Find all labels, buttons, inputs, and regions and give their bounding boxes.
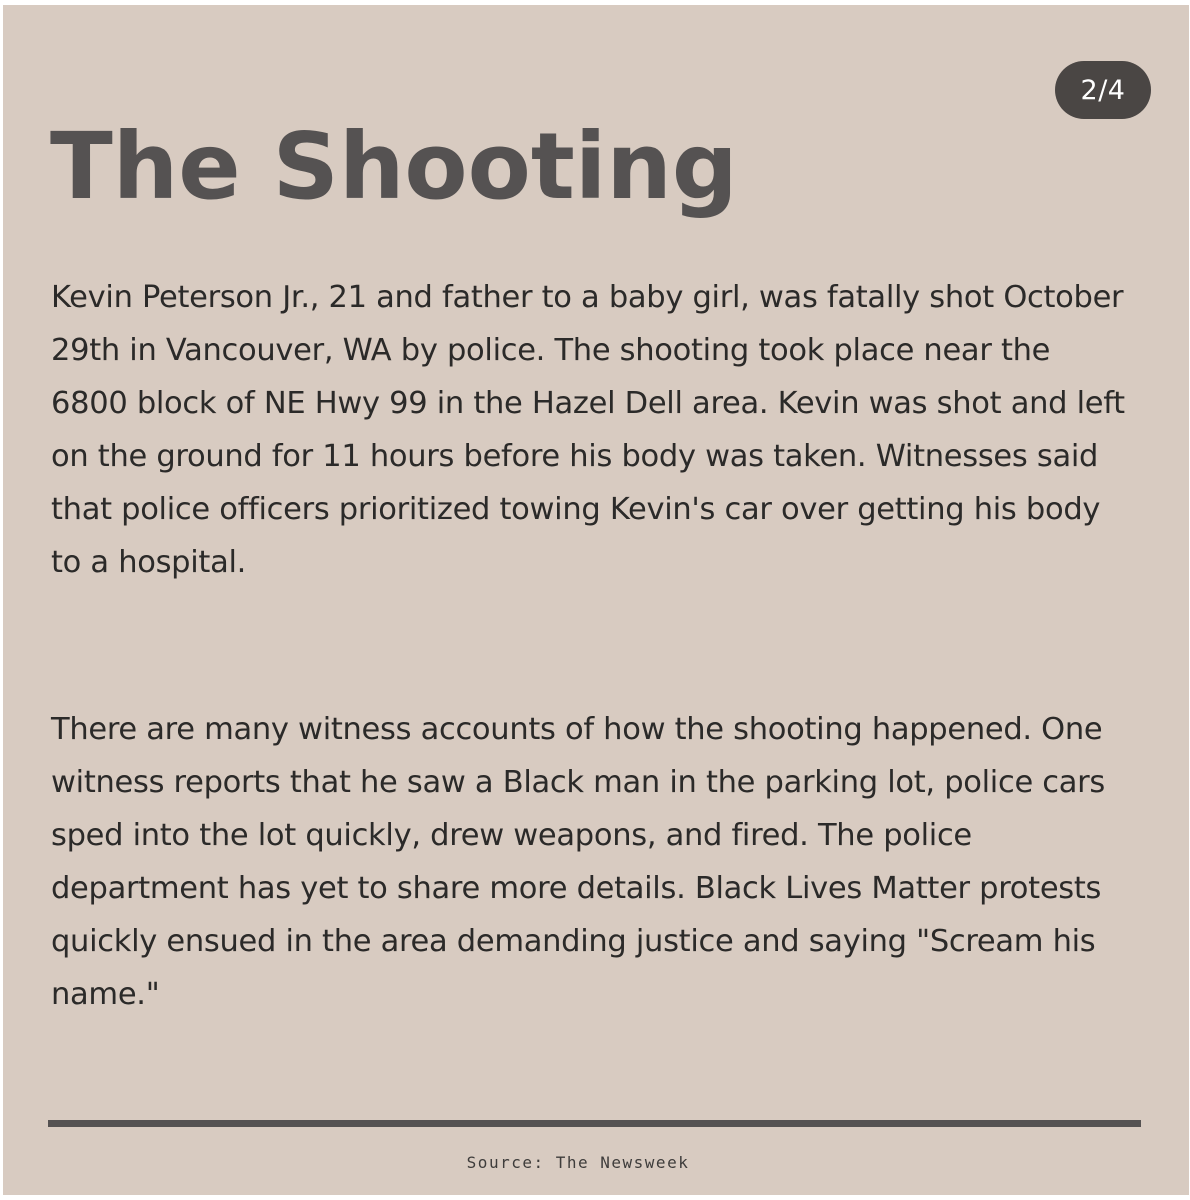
body-paragraph-1: Kevin Peterson Jr., 21 and father to a baby girl, was fatally shot October 29th in Vancouver, WA by police. The shooting took place near the 6800 block of NE Hwy 99 in the Hazel Dell area. Kevin was shot and left on the ground for 11 hours before his body was taken. Witnesses said that police officers prioritized towing Kevin's car over getting his body to a hospital. bbox=[51, 280, 1125, 580]
source-credit: Source: The Newsweek bbox=[466, 1153, 690, 1172]
slide-card bbox=[3, 5, 1189, 1195]
footer-divider bbox=[48, 1120, 1141, 1127]
slide-title: The Shooting bbox=[50, 113, 738, 220]
body-paragraph-2: There are many witness accounts of how the shooting happened. One witness reports that he saw a Black man in the parking lot, police cars sped into the lot quickly, drew weapons, and fired. The police department has yet to share more details. Black Lives Matter protests quickly ensued in the area demanding justice and saying "Scream his name." bbox=[51, 712, 1105, 1012]
page-indicator-badge: 2/4 bbox=[1055, 61, 1151, 119]
